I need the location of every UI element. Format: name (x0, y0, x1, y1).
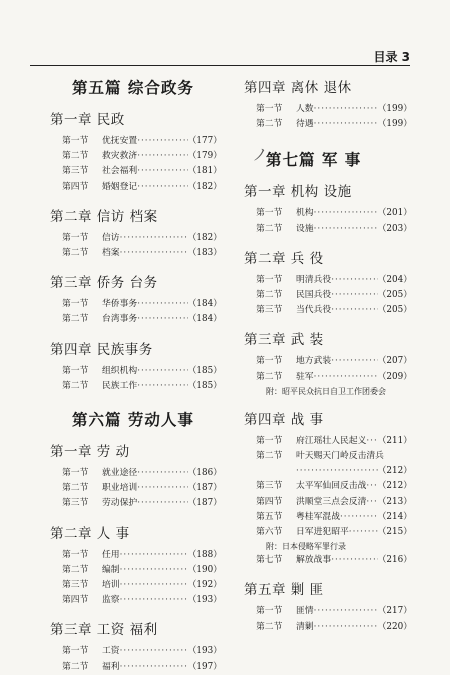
section-number: 第五节 (256, 511, 283, 522)
section-title: 档案 (102, 248, 120, 259)
toc-entry (62, 644, 222, 659)
toc-entry (62, 593, 222, 608)
dot-leader (120, 563, 188, 578)
toc-entry (62, 660, 222, 675)
toc-entry (256, 479, 412, 494)
section-title: 驻军 (296, 371, 314, 382)
toc-entry (62, 164, 222, 179)
dot-leader (296, 464, 378, 479)
section-title: 当代兵役 (296, 305, 332, 316)
dot-leader (137, 496, 187, 511)
section-number: 第一节 (62, 365, 89, 376)
dot-leader (137, 164, 187, 179)
section-title: 婚姻登记 (102, 181, 138, 192)
toc-entry (62, 364, 222, 379)
page-number: （184） (187, 314, 222, 325)
section-title: 匪情 (296, 606, 314, 617)
page-number: （185） (187, 365, 222, 376)
page-number: （182） (187, 181, 222, 192)
dot-leader (331, 553, 377, 568)
page-number: （213） (377, 496, 412, 507)
chapter-heading: 第一章 民政 (50, 112, 125, 128)
section-number: 第二节 (256, 451, 283, 462)
toc-entry (256, 303, 412, 318)
appendix-note: 附：日本侵略军罪行录 (266, 542, 346, 552)
dot-leader (314, 620, 378, 635)
section-number: 第一节 (62, 136, 89, 146)
dot-leader (120, 548, 188, 563)
toc-entry (62, 578, 222, 593)
section-number: 第二节 (256, 371, 283, 382)
section-list (236, 206, 412, 236)
toc-entry (256, 510, 412, 525)
page-number: （186） (187, 468, 222, 479)
page-number: （187） (187, 498, 222, 509)
page-number: （190） (187, 564, 222, 575)
section-title: 救灾救济 (102, 151, 138, 162)
dot-leader (120, 644, 188, 659)
page-number: （181） (187, 166, 222, 177)
page-number: （184） (187, 299, 222, 310)
running-title: 目录 3 (373, 50, 410, 64)
toc-entry (256, 525, 412, 540)
toc-entry (256, 553, 412, 568)
dot-leader (120, 246, 188, 261)
section-list (42, 231, 222, 261)
toc-entry (256, 206, 412, 221)
dot-leader (314, 117, 378, 132)
dot-leader (137, 297, 187, 312)
page-number: （217） (377, 606, 412, 617)
section-title: 任用 (102, 549, 120, 560)
section-number: 第一节 (256, 606, 283, 617)
dot-leader (137, 134, 187, 149)
section-title: 叶天赐天门岭反击清兵 (296, 451, 384, 462)
page-number: （205） (377, 290, 412, 301)
toc-entry (62, 246, 222, 261)
section-title: 待遇 (296, 119, 314, 130)
section-number: 第二节 (256, 119, 283, 130)
section-title: 华侨事务 (102, 299, 138, 310)
page-number: （183） (187, 248, 222, 259)
toc-entry (256, 222, 412, 237)
section-number: 第二节 (256, 621, 283, 632)
section-number: 第四节 (256, 496, 283, 507)
part-heading: 第六篇 劳动人事 (72, 411, 194, 430)
toc-entry (62, 149, 222, 164)
section-title: 就业途径 (102, 468, 138, 479)
page-number: （203） (377, 223, 412, 234)
section-number: 第一节 (256, 356, 283, 367)
toc-entry (62, 481, 222, 496)
section-number: 第四节 (62, 595, 89, 606)
dot-leader (137, 312, 187, 327)
toc-entry (62, 496, 222, 511)
section-title: 优抚安置 (102, 136, 138, 146)
toc-entry (62, 297, 222, 312)
section-title: 设施 (296, 223, 314, 234)
dot-leader (366, 479, 377, 494)
section-list (42, 548, 222, 609)
section-number: 第七节 (256, 555, 283, 566)
page-number: （179） (187, 151, 222, 162)
page-number: （209） (377, 371, 412, 382)
section-list (42, 644, 222, 674)
section-title: 民国兵役 (296, 290, 332, 301)
toc-entry (256, 495, 412, 510)
section-title: 福利 (102, 661, 120, 672)
section-title: 明清兵役 (296, 274, 332, 285)
toc-entry (256, 102, 412, 117)
dot-leader (314, 102, 378, 117)
section-number: 第二节 (256, 223, 283, 234)
section-list (42, 364, 222, 394)
section-title: 洪顺堂三点会反清 (296, 496, 367, 507)
section-number: 第一节 (256, 435, 283, 446)
chapter-heading: 第四章 民族事务 (50, 341, 153, 358)
page-number: （205） (377, 305, 412, 316)
left-column (42, 74, 222, 675)
dot-leader (120, 231, 188, 246)
section-number: 第三节 (62, 580, 89, 591)
chapter-heading: 第二章 信访 档案 (50, 208, 158, 225)
section-number: 第二节 (62, 248, 89, 259)
dot-leader (366, 434, 377, 449)
section-list (42, 134, 222, 195)
section-number: 第一节 (62, 299, 89, 310)
page-number: （187） (187, 483, 222, 494)
page-number: （193） (187, 646, 222, 657)
section-title: 解放战事 (296, 555, 332, 566)
section-list (42, 466, 222, 512)
margin-mark: ノ (252, 145, 269, 164)
page-number: （177） (187, 136, 222, 146)
appendix-note: 附：昭平民众抗日自卫工作团委会 (266, 386, 386, 396)
toc-entry (62, 548, 222, 563)
section-title: 人数 (296, 104, 314, 114)
toc-entry (62, 312, 222, 327)
header-rule (30, 65, 410, 66)
toc-entry (256, 288, 412, 303)
section-title: 培训 (102, 580, 120, 591)
page-number: （207） (377, 356, 412, 367)
page-number: （215） (377, 527, 412, 538)
section-title: 信访 (102, 232, 120, 243)
dot-leader (314, 206, 378, 221)
toc-entry (62, 231, 222, 246)
page-number: （220） (377, 621, 412, 632)
page-number: （182） (187, 232, 222, 243)
chapter-heading: 第三章 工资 福利 (50, 622, 158, 639)
toc-entry (256, 354, 412, 369)
section-title: 监察 (102, 595, 120, 606)
page-number: （192） (187, 580, 222, 591)
page-number: （212） (377, 481, 412, 492)
dot-leader (314, 222, 378, 237)
chapter-heading: 第四章 战 事 (244, 411, 324, 428)
section-number: 第一节 (256, 104, 283, 114)
chapter-heading: 第三章 侨务 台务 (50, 275, 158, 292)
dot-leader (331, 288, 377, 303)
section-number: 第一节 (62, 468, 89, 479)
section-list (236, 102, 412, 132)
toc-entry (256, 604, 412, 619)
section-title: 太平军仙回反击战 (296, 481, 367, 492)
section-title: 组织机构 (102, 365, 138, 376)
page-number: （197） (187, 661, 222, 672)
section-number: 第二节 (62, 151, 89, 162)
section-title: 日军进犯昭平 (296, 527, 349, 538)
toc-entry (256, 449, 412, 464)
section-number: 第一节 (256, 274, 283, 285)
section-list (42, 297, 222, 327)
toc-entry (256, 370, 412, 385)
section-title: 社会福利 (102, 166, 138, 177)
section-title: 地方武装 (296, 356, 332, 367)
chapter-heading: 第五章 剿 匪 (244, 582, 324, 599)
dot-leader (314, 370, 378, 385)
toc-entry-continuation (256, 464, 412, 479)
page-number: （199） (377, 104, 412, 114)
dot-leader (120, 593, 188, 608)
section-number: 第四节 (62, 181, 89, 192)
dot-leader (120, 660, 188, 675)
section-title: 机构 (296, 208, 314, 219)
section-number: 第一节 (256, 208, 283, 219)
toc-entry (256, 273, 412, 288)
page-number: （216） (377, 555, 412, 566)
section-number: 第六节 (256, 527, 283, 538)
chapter-heading: 第二章 兵 役 (244, 250, 324, 267)
section-title: 粤桂军混战 (296, 511, 340, 522)
page-number: （188） (187, 549, 222, 560)
section-list (236, 273, 412, 319)
section-number: 第一节 (62, 549, 89, 560)
section-number: 第三节 (256, 305, 283, 316)
section-list (236, 604, 412, 634)
chapter-heading: 第一章 劳 动 (50, 444, 130, 461)
section-title: 清剿 (296, 621, 314, 632)
section-title: 台湾事务 (102, 314, 138, 325)
dot-leader (137, 180, 187, 195)
page-number: （214） (377, 511, 412, 522)
dot-leader (137, 466, 187, 481)
section-number: 第三节 (62, 498, 89, 509)
dot-leader (137, 481, 187, 496)
dot-leader (137, 379, 187, 394)
dot-leader (340, 510, 378, 525)
page-number: （185） (187, 380, 222, 391)
dot-leader (137, 149, 187, 164)
section-number: 第二节 (256, 290, 283, 301)
page-number: （212） (377, 466, 412, 477)
section-number: 第二节 (62, 564, 89, 575)
section-number: 第三节 (62, 166, 89, 177)
page-number: （199） (377, 119, 412, 130)
dot-leader (331, 273, 377, 288)
section-number: 第二节 (62, 661, 89, 672)
dot-leader (120, 578, 188, 593)
section-number: 第三节 (256, 481, 283, 492)
section-title: 府江瑶壮人民起义 (296, 435, 367, 446)
toc-entry (256, 117, 412, 132)
page-number: （204） (377, 274, 412, 285)
toc-entry (256, 434, 412, 449)
toc-entry (62, 563, 222, 578)
dot-leader (314, 604, 378, 619)
section-title: 劳动保护 (102, 498, 138, 509)
section-list (236, 354, 412, 384)
section-number: 第二节 (62, 483, 89, 494)
page-header (30, 44, 410, 66)
page-number: （193） (187, 595, 222, 606)
dot-leader (349, 525, 378, 540)
page-number: （201） (377, 208, 412, 219)
toc-entry (256, 620, 412, 635)
section-title: 工资 (102, 646, 120, 657)
section-title: 民族工作 (102, 380, 138, 391)
section-number: 第二节 (62, 314, 89, 325)
dot-leader (137, 364, 187, 379)
chapter-heading: 第三章 武 装 (244, 332, 324, 349)
right-column (236, 74, 412, 635)
page-number: （211） (377, 435, 412, 446)
toc-entry (62, 180, 222, 195)
dot-leader (331, 303, 377, 318)
chapter-heading: 第一章 机构 设施 (244, 184, 352, 201)
section-number: 第一节 (62, 646, 89, 657)
section-title: 职业培训 (102, 483, 138, 494)
dot-leader (331, 354, 377, 369)
chapter-heading: 第二章 人 事 (50, 525, 130, 542)
section-list (236, 479, 412, 540)
dot-leader (366, 495, 377, 510)
toc-entry (62, 466, 222, 481)
toc-entry (62, 134, 222, 149)
part-heading: 第五篇 综合政务 (72, 79, 194, 97)
section-number: 第二节 (62, 380, 89, 391)
chapter-heading: 第四章 离休 退休 (244, 80, 352, 96)
section-number: 第一节 (62, 232, 89, 243)
part-heading: 第七篇 军 事 (266, 151, 362, 170)
toc-entry (62, 379, 222, 394)
section-title: 编制 (102, 564, 120, 575)
